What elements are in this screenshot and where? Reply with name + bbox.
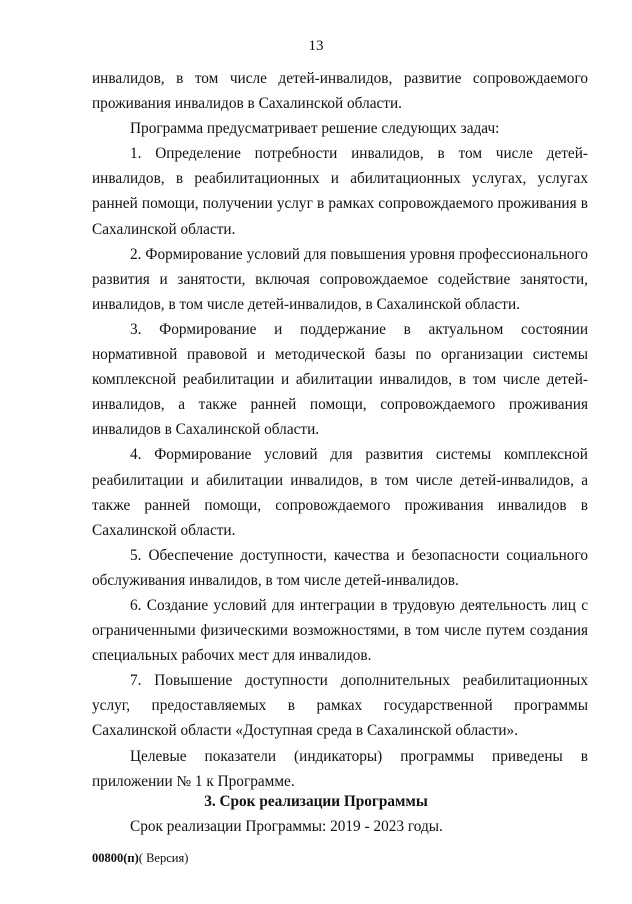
footer-version (92, 851, 188, 866)
paragraph-indicators: Целевые показатели (индикаторы) программы приведены в приложении № 1 к Программе. (92, 747, 588, 790)
paragraph-task-4: 4. Формирование условий для развития системы комплексной реабилитации и абилитации инвалидов, в том числе детей-инвалидов, а также ранней помощи, сопровождаемого проживания инвалидов в Сахалинской области. (92, 446, 588, 539)
page-number: 13 (308, 38, 324, 54)
paragraph-task-1: 1. Определение потребности инвалидов, в том числе детей-инвалидов, в реабилитационных и абилитационных услугах, услугах ранней помощи, получении услуг в рамках сопровождаемого проживания в Сахалинской области. (92, 145, 588, 238)
paragraph-task-3: 3. Формирование и поддержание в актуальном состоянии нормативной правовой и методической базы по организации системы комплексной реабилитации и абилитации инвалидов, в том числе детей-инвалидов, а также ранней помощи, сопровождаемого проживания инвалидов в Сахалинской области. (92, 320, 588, 439)
footer-label: ( Версия) (138, 851, 189, 865)
paragraph-task-5: 5. Обеспечение доступности, качества и безопасности социального обслуживания инвалидов, в том числе детей-инвалидов. (92, 546, 588, 589)
section-heading: 3. Срок реализации Программы (204, 793, 428, 810)
paragraph-tasks-lead: Программа предусматривает решение следующих задач: (130, 120, 500, 138)
program-term: Срок реализации Программы: 2019 - 2023 годы. (130, 818, 443, 835)
footer-code: 00800(п) (92, 851, 139, 865)
paragraph-intro-continuation: инвалидов, в том числе детей-инвалидов, развитие сопровождаемого проживания инвалидов в Сахалинской области. (92, 70, 588, 113)
paragraph-task-6: 6. Создание условий для интеграции в трудовую деятельность лиц с ограниченными физическими возможностями, в том числе путем создания специальных рабочих мест для инвалидов. (92, 596, 588, 665)
document-body (92, 66, 588, 794)
paragraph-task-7: 7. Повышение доступности дополнительных реабилитационных услуг, предоставляемых в рамках государственной программы Сахалинской области «Доступная среда в Сахалинской области». (92, 672, 588, 740)
paragraph-task-2: 2. Формирование условий для повышения уровня профессионального развития и занятости, включая сопровождаемое содействие занятости, инвалидов, в том числе детей-инвалидов, в Сахалинской области. (92, 245, 588, 313)
